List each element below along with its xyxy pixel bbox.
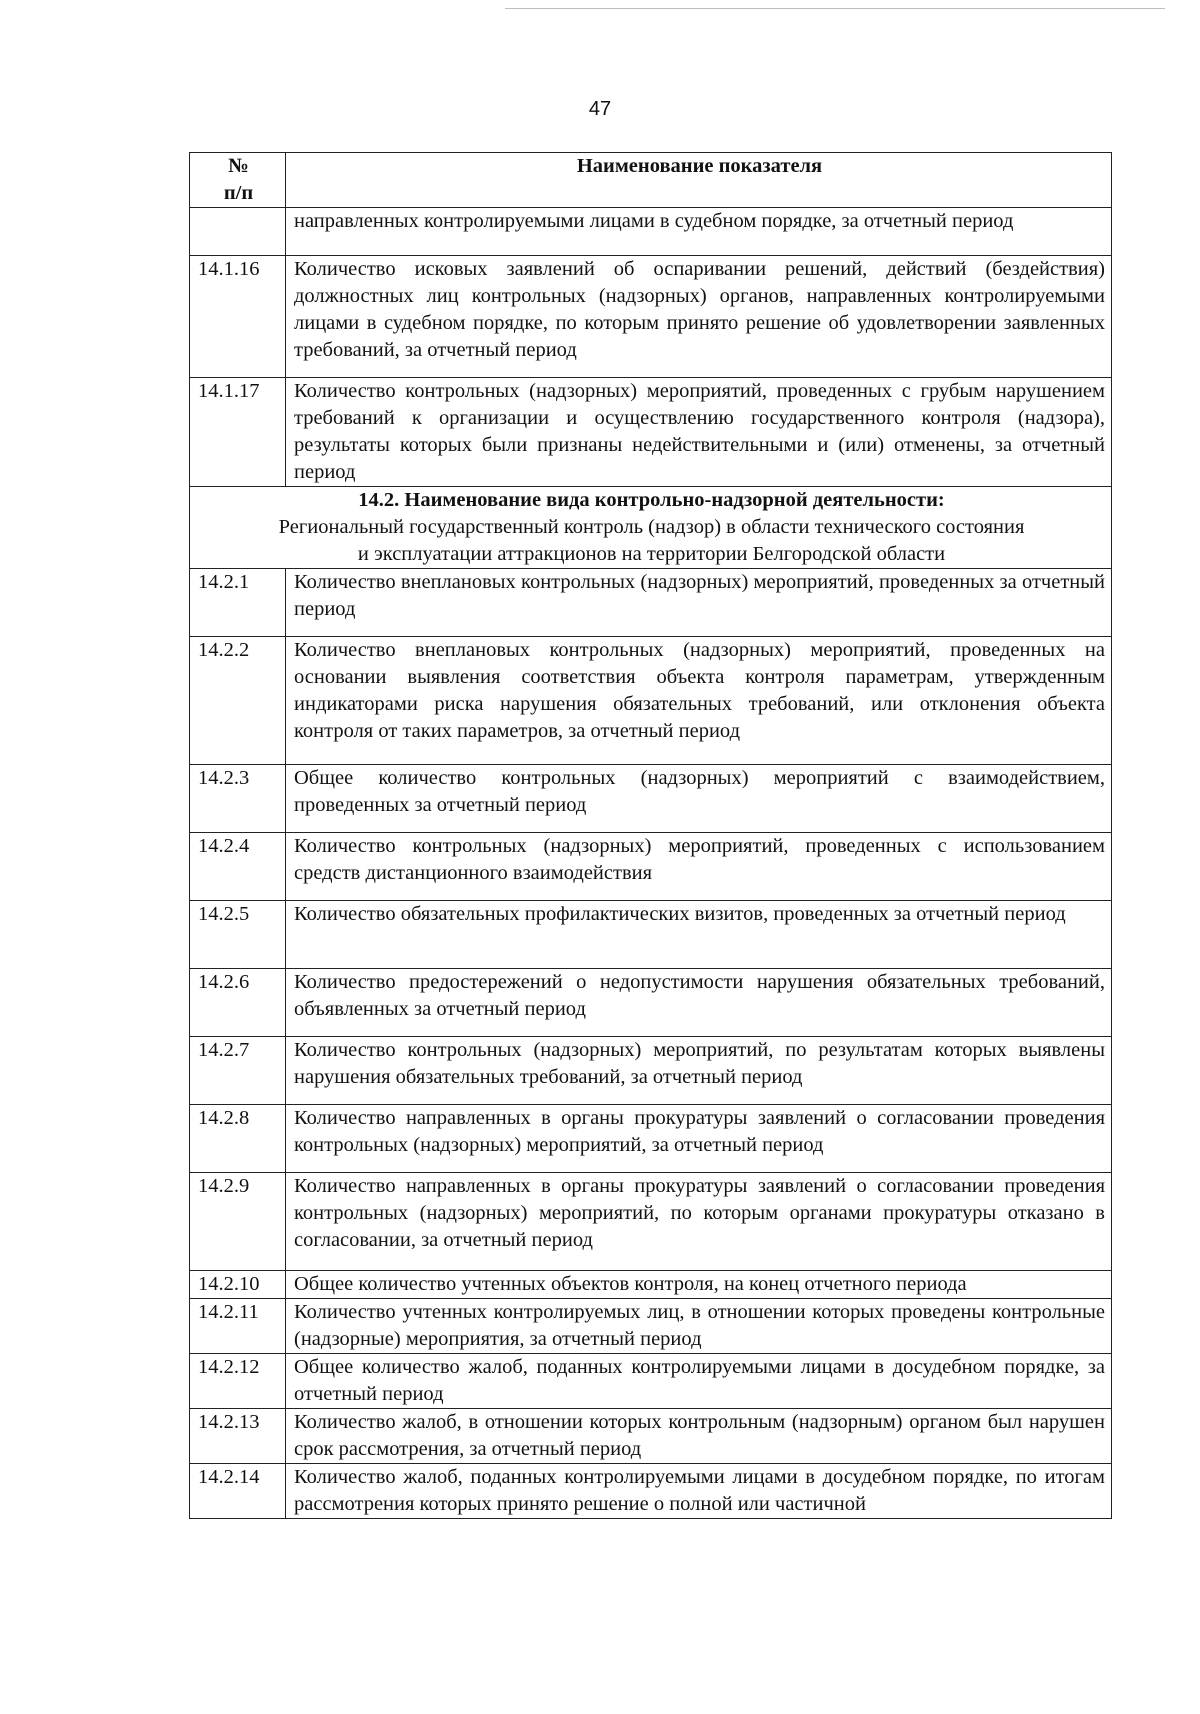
table-row [190, 765, 1112, 833]
section-subtitle-line1: Региональный государственный контроль (надзор) в области технического состояния [278, 516, 1025, 538]
row-number-cell: 14.2.5 [190, 901, 286, 969]
table-row [190, 1105, 1112, 1173]
table-row [190, 1271, 1112, 1299]
row-number-cell: 14.2.12 [190, 1354, 286, 1409]
row-text-cell: Количество контрольных (надзорных) мероприятий, проведенных с грубым нарушением требований к организации и осуществлению государственного контроля (надзора), результаты которых были признаны недействительными и (или) отменены, за отчетный период [286, 378, 1112, 487]
table-row [190, 1464, 1112, 1519]
column-header-number-line2: п/п [223, 182, 254, 204]
row-text-cell: Количество жалоб, поданных контролируемыми лицами в досудебном порядке, по итогам рассмотрения которых принято решение о полной или частичной [286, 1464, 1112, 1519]
table-row [190, 833, 1112, 901]
row-number-cell: 14.2.14 [190, 1464, 286, 1519]
row-number-cell: 14.2.8 [190, 1105, 286, 1173]
scan-edge-mark [505, 8, 1165, 9]
table-row [190, 901, 1112, 969]
row-number-cell: 14.2.1 [190, 569, 286, 637]
table-header-row [190, 153, 1112, 208]
column-header-number [190, 153, 286, 208]
row-text-cell: Количество жалоб, в отношении которых контрольным (надзорным) органом был нарушен срок рассмотрения, за отчетный период [286, 1409, 1112, 1464]
row-number-cell: 14.2.6 [190, 969, 286, 1037]
indicators-table [189, 152, 1112, 1519]
row-number-cell: 14.2.11 [190, 1299, 286, 1354]
row-number-cell: 14.2.10 [190, 1271, 286, 1299]
page-number: 47 [588, 98, 612, 120]
row-number-cell: 14.2.7 [190, 1037, 286, 1105]
table-row [190, 637, 1112, 765]
row-text-cell: Количество предостережений о недопустимости нарушения обязательных требований, объявленных за отчетный период [286, 969, 1112, 1037]
row-text-cell: Количество исковых заявлений об оспаривании решений, действий (бездействия) должностных лиц контрольных (надзорных) органов, направленных контролируемыми лицами в судебном порядке, по которым принято решение об удовлетворении заявленных требований, за отчетный период [286, 256, 1112, 378]
row-text-cell: Количество внеплановых контрольных (надзорных) мероприятий, проведенных за отчетный период [286, 569, 1112, 637]
column-header-name: Наименование показателя [286, 153, 1112, 208]
row-number-cell: 14.1.16 [190, 256, 286, 378]
row-text-cell: Количество обязательных профилактических визитов, проведенных за отчетный период [286, 901, 1112, 969]
section-header-row [190, 487, 1112, 569]
table-row [190, 569, 1112, 637]
row-text-cell: направленных контролируемыми лицами в судебном порядке, за отчетный период [286, 208, 1112, 256]
row-text-cell: Количество направленных в органы прокуратуры заявлений о согласовании проведения контрольных (надзорных) мероприятий, за отчетный период [286, 1105, 1112, 1173]
table-row [190, 1037, 1112, 1105]
section-subtitle-line2: и эксплуатации аттракционов на территории Белгородской области [357, 543, 946, 565]
row-text-cell: Общее количество жалоб, поданных контролируемыми лицами в досудебном порядке, за отчетный период [286, 1354, 1112, 1409]
row-text-cell: Количество контрольных (надзорных) мероприятий, по результатам которых выявлены нарушения обязательных требований, за отчетный период [286, 1037, 1112, 1105]
row-number-cell: 14.1.17 [190, 378, 286, 487]
row-text-cell: Количество направленных в органы прокуратуры заявлений о согласовании проведения контрольных (надзорных) мероприятий, по которым органами прокуратуры отказано в согласовании, за отчетный период [286, 1173, 1112, 1271]
row-number-cell: 14.2.13 [190, 1409, 286, 1464]
row-number-cell: 14.2.3 [190, 765, 286, 833]
row-number-cell [190, 208, 286, 256]
row-text-cell: Количество учтенных контролируемых лиц, в отношении которых проведены контрольные (надзорные) мероприятия, за отчетный период [286, 1299, 1112, 1354]
column-header-number-line1: № [228, 155, 249, 177]
table-row [190, 1354, 1112, 1409]
table-row [190, 378, 1112, 487]
table-row [190, 256, 1112, 378]
table-row [190, 1173, 1112, 1271]
row-text-cell: Общее количество контрольных (надзорных) мероприятий с взаимодействием, проведенных за отчетный период [286, 765, 1112, 833]
table-row [190, 1299, 1112, 1354]
row-number-cell: 14.2.2 [190, 637, 286, 765]
section-header-cell [190, 487, 1112, 569]
row-text-cell: Количество внеплановых контрольных (надзорных) мероприятий, проведенных на основании выявления соответствия объекта контроля параметрам, утвержденным индикаторами риска нарушения обязательных требований, или отклонения объекта контроля от таких параметров, за отчетный период [286, 637, 1112, 765]
table-row [190, 208, 1112, 256]
row-text-cell: Количество контрольных (надзорных) мероприятий, проведенных с использованием средств дистанционного взаимодействия [286, 833, 1112, 901]
row-number-cell: 14.2.4 [190, 833, 286, 901]
table-row [190, 969, 1112, 1037]
table-row [190, 1409, 1112, 1464]
section-title: 14.2. Наименование вида контрольно-надзорной деятельности: [358, 489, 945, 511]
row-number-cell: 14.2.9 [190, 1173, 286, 1271]
row-text-cell: Общее количество учтенных объектов контроля, на конец отчетного периода [286, 1271, 1112, 1299]
